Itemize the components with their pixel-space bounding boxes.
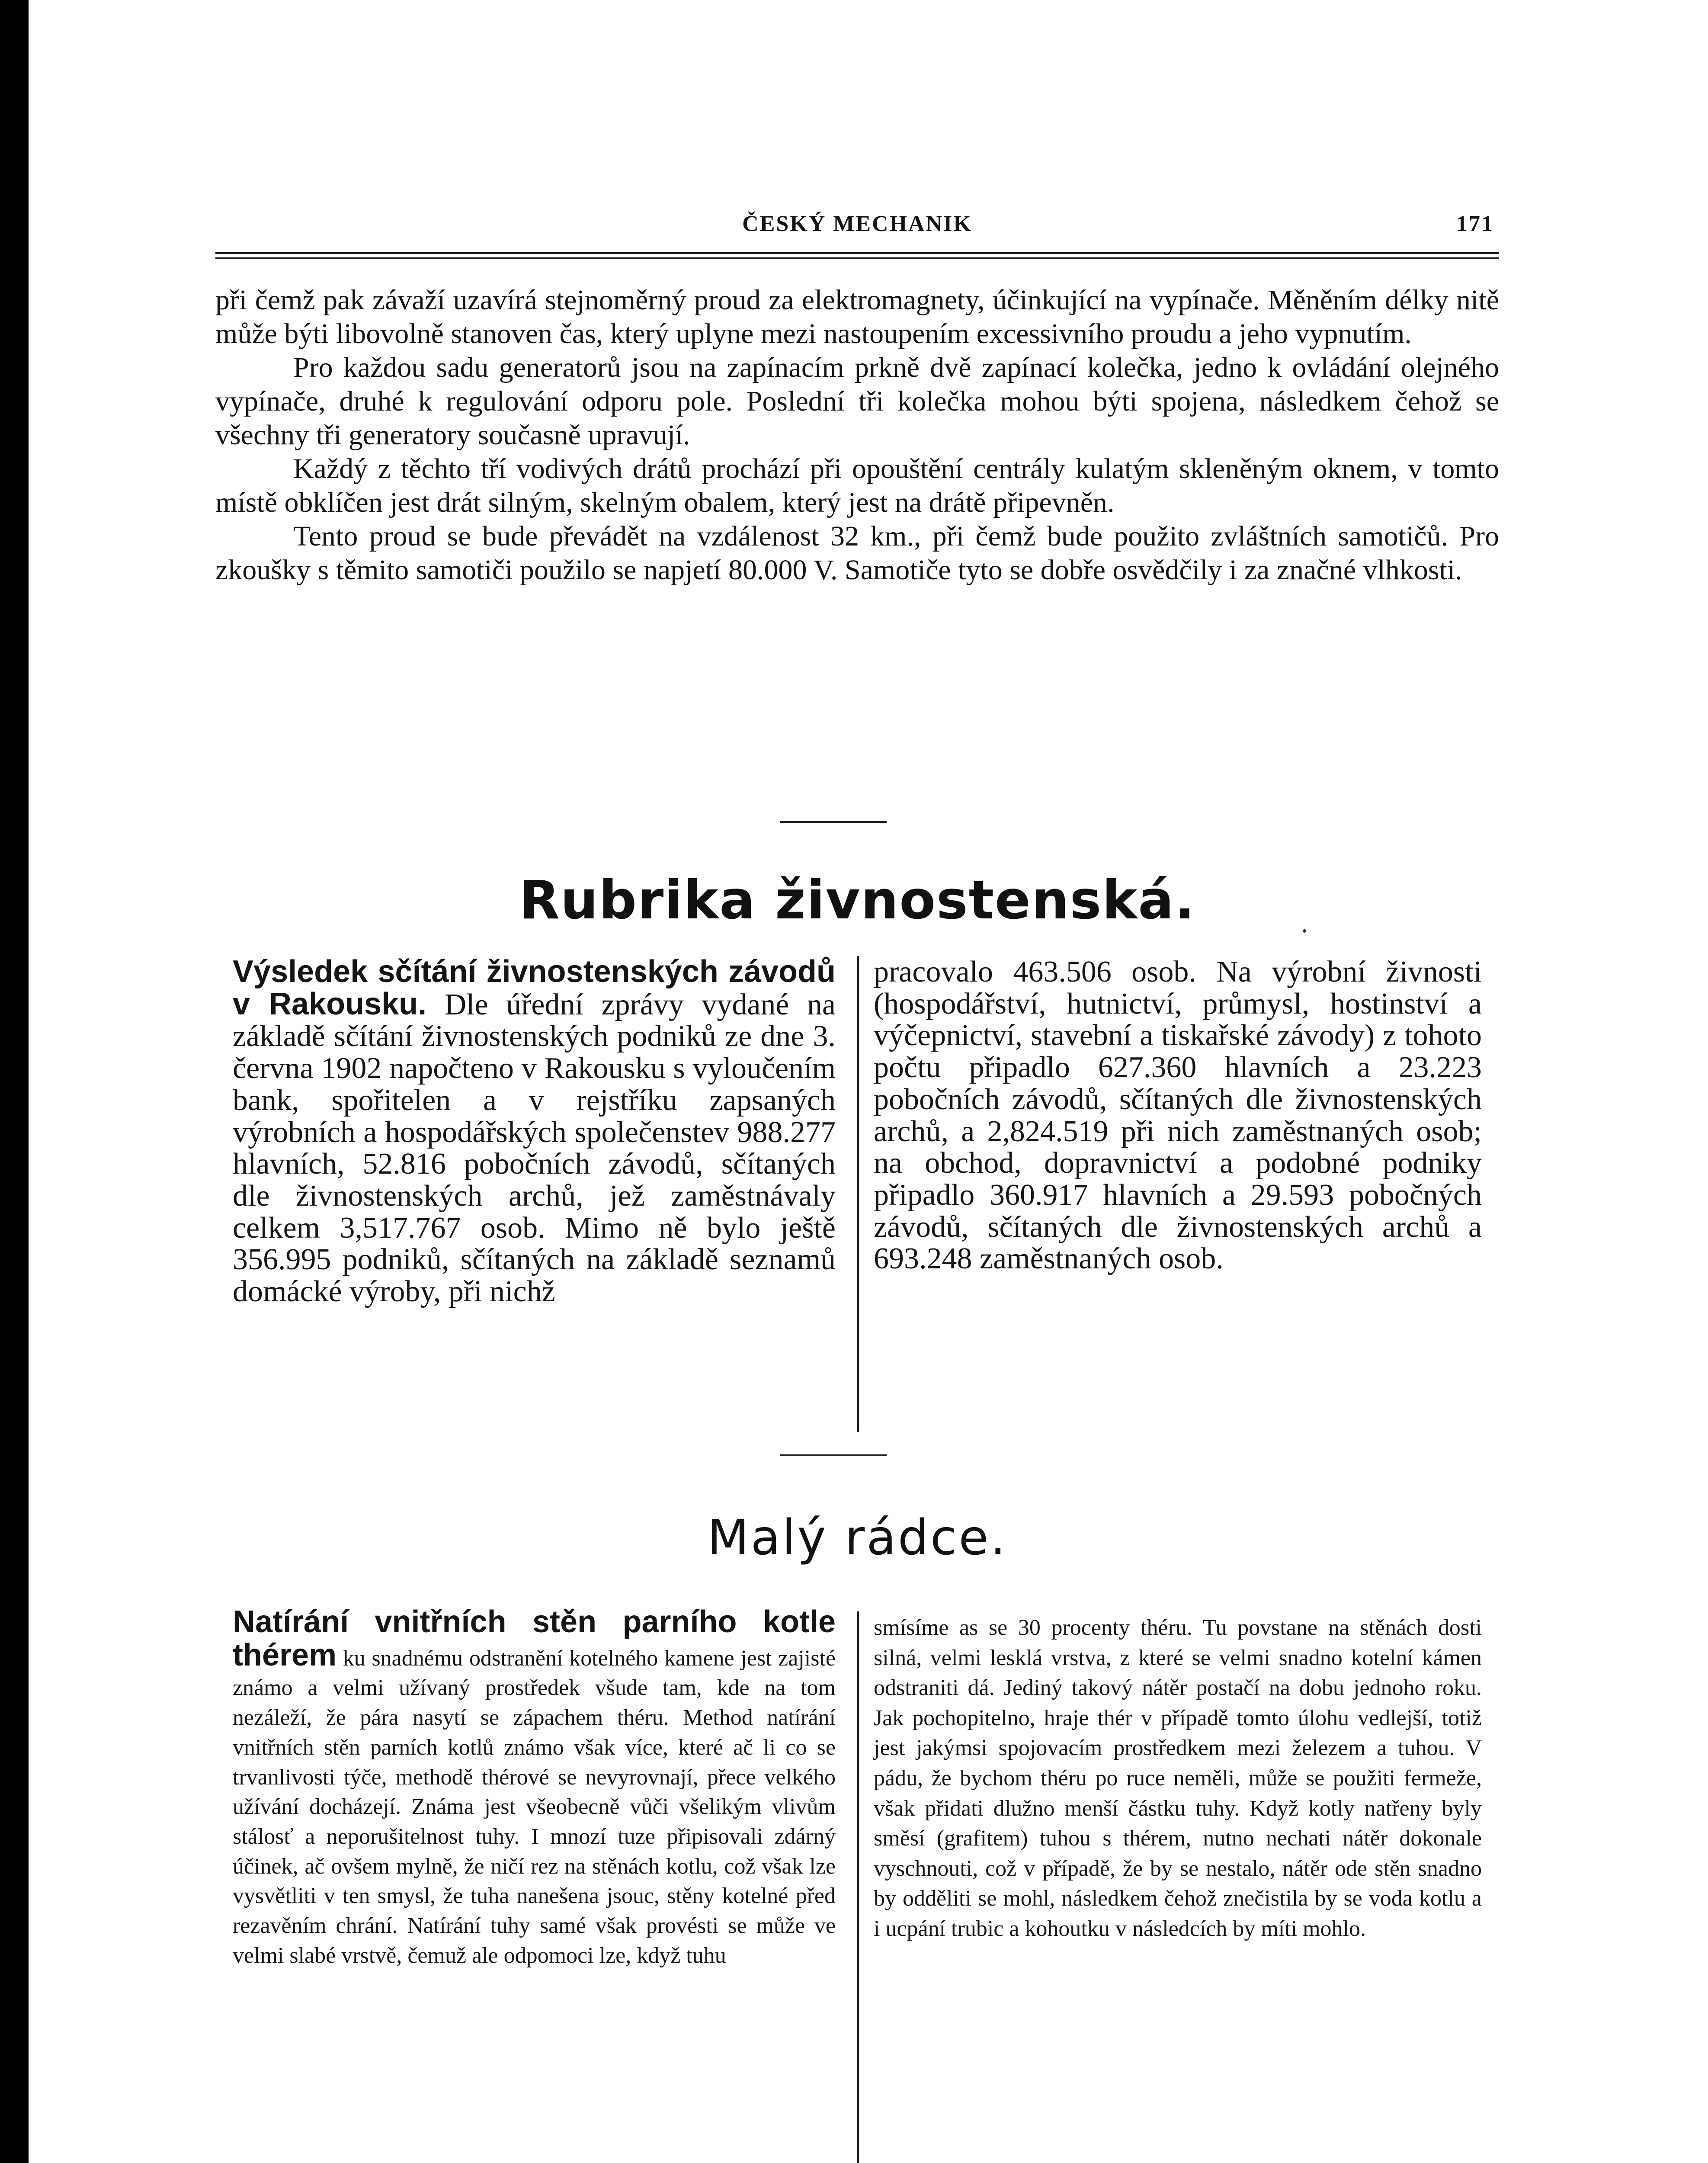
section-title-maly-radce: Malý rádce. [707, 1510, 1008, 1566]
intro-paragraph: Každý z těchto tří vodivých drátů prochází při opouštění centrály kulatým skleněným oknem, v tomto místě obklíčen jest drát silným, skelným obalem, který jest na drátě připevněn. [215, 453, 1499, 518]
page-number: 171 [1456, 212, 1494, 236]
section1-left-text: Dle úřední zprávy vydané na základě sčítání živnostenských podniků ze dne 3. června 1902 napočteno v Rakousku s vyloučením bank, spořitelen a v rejstříku zapsaných výrobních a hospodářských společenstev 988.277 hlavních, 52.816 pobočních závodů, sčítaných dle živnostenských archů, jež zaměstnávaly celkem 3,517.767 osob. Mimo ně bylo ještě 356.995 podniků, sčítaných na základě seznamů domácké výroby, při nichž [233, 988, 836, 1309]
section2-left-column [233, 1607, 836, 1970]
running-header [215, 211, 1499, 237]
running-title: ČESKÝ MECHANIK [742, 212, 972, 236]
section1-right-text: pracovalo 463.506 osob. Na výrobní živnosti (hospodářství, hutnictví, průmysl, hostinství a výčepnictví, stavební a tiskařské závody) z tohoto počtu připadlo 627.360 hlavních a 23.223 pobočních závodů, sčítaných dle živnostenských archů, a 2,824.519 při nich zaměstnaných osob; na obchod, dopravnictví a podobné podniky připadlo 360.917 hlavních a 29.593 pobočných závodů, sčítaných dle živnostenských archů a 693.248 zaměstnaných osob. [874, 955, 1482, 1276]
intro-paragraph: Pro každou sadu generatorů jsou na zapínacím prkně dvě zapínací kolečka, jedno k ovládání olejného vypínače, druhé k regulování odporu pole. Poslední tři kolečka mohou býti spojena, následkem čehož se všechny tři generatory současně upravují. [215, 352, 1499, 451]
column-divider [857, 1611, 859, 2163]
section1-left-column [233, 956, 836, 1308]
section-title-rubrika: Rubrika živnostenská. [519, 870, 1196, 931]
document-page [29, 0, 1708, 2163]
section2-left-text: ku snadnému odstranění kotelného kamene jest zajisté známo a velmi užívaný prostředek všude tam, kde na tom nezáleží, že pára nasytí se zápachem théru. Method natírání vnitřních stěn parních kotlů známo však více, které ač li co se trvanlivosti týče, methodě thérové se nevyrovnají, přece velkého užívání docházejí. Známa jest všeobecně vůči všelikým vlivům stálosť a neporušitelnost tuhy. I mnozí tuze připisovali zdárný účinek, ač ovšem mylně, že ničí rez na stěnách kotlu, což však lze vysvětliti v ten smysl, že tuha nanešena jsouc, stěny kotelné před rezavěním chrání. Natírání tuhy samé však provésti se může ve velmi slabé vrstvě, čemuž ale odpomoci lze, když tuhu [233, 1646, 836, 1968]
section2-right-column [874, 1613, 1482, 1944]
section1-right-column [874, 956, 1482, 1275]
header-double-rule [215, 252, 1499, 259]
print-speck [1303, 929, 1306, 933]
section2-right-text: smísíme as se 30 procenty théru. Tu povstane na stěnách dosti silná, velmi lesklá vrstva, z které se velmi snadno kotelní kámen odstraniti dá. Jediný takový nátěr postačí na dobu jednoho roku. Jak pochopitelno, hraje thér v případě tomto úlohu vedlejší, totiž jest jakýmsi spojovacím prostředkem mezi železem a tuhou. V pádu, že bychom théru po ruce neměli, může se použiti fermeže, však přidati dlužno menší částku tuhy. Když kotly natřeny byly směsí (grafitem) tuhou s thérem, nutno nechati nátěr dokonale vyschnouti, což v případě, že by se nestalo, nátěr ode stěn snadno by odděliti se mohl, následkem čehož znečistila by se voda kotlu a i ucpání trubic a kohoutku v následcích by míti mohlo. [874, 1615, 1482, 1941]
article-lead-vysledek: Výsledek sčítání živnostenských závodů v Rakousku. [233, 954, 836, 1021]
intro-text [215, 283, 1499, 587]
article-lead-natirani: Natírání vnitřních stěn parního kotle thérem [233, 1605, 836, 1672]
intro-paragraph: při čemž pak závaží uzavírá stejnoměrný proud za elektromagnety, účinkující na vypínače. Měněním délky nitě může býti libovolně stanoven čas, který uplyne mezi nastoupením excessivního proudu a jeho vypnutím. [215, 284, 1499, 350]
intro-paragraph: Tento proud se bude převádět na vzdálenost 32 km., při čemž bude použito zvláštních samotičů. Pro zkoušky s těmito samotiči použilo se napjetí 80.000 V. Samotiče tyto se dobře osvědčily i za značné vlhkosti. [215, 520, 1499, 586]
column-divider [857, 956, 859, 1432]
separator-rule [780, 821, 887, 823]
separator-rule [780, 1454, 887, 1456]
